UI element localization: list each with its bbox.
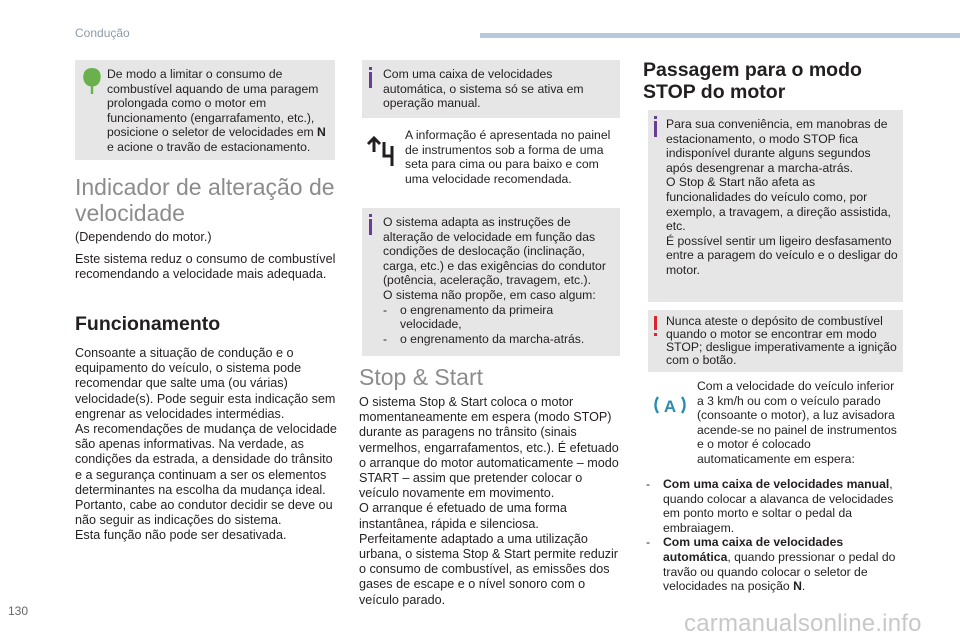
stop-start-text: O sistema Stop & Start coloca o motor momentaneamente em espera (modo STOP) durante as paragens no trânsito (sinais vermelhos, engarrafamentos, etc.). É efetuado o arranque do motor automaticamente – modo START – assim que pretender colocar o veículo novamente em movimento. O arranque é efetuado de uma forma instantânea, rápida e silenciosa. Perfeitamente adaptado a uma utilização urbana, o sistema Stop & Start permite reduzir o consumo de combustível, as emissões dos gases de escape e o nível sonoro com o veículo parado.: [359, 395, 619, 607]
info-adapt-text: [383, 215, 613, 346]
gear-shift-indicator-icon: [364, 134, 404, 168]
eco-tip-text: [107, 67, 329, 155]
header-bar: [480, 33, 960, 38]
info-stop-mode-text: Para sua conveniência, em manobras de estacionamento, o modo STOP fica indisponível durante alguns segundos após desengrenar a marcha-atrás. O Stop & Start não afeta as funcionalidades do veículo como, por exemplo, a travagem, a direção assistida, etc. É possível sentir um ligeiro desfasamento entre a paragem do veículo e o desligar do motor.: [666, 117, 898, 277]
list-item-text: , quando colocar a alavanca de velocidades em ponto morto e soltar o pedal da embraiagem.: [663, 477, 894, 535]
list-item-text: .: [801, 579, 806, 594]
info-icon-3: [654, 121, 657, 137]
list-item: - o engrenamento da primeira velocidade,: [383, 302, 554, 332]
stop-mode-title: Passagem para o modo STOP do motor: [643, 59, 862, 103]
info-automatic-text: Com uma caixa de velocidades automática, o sistema só se ativa em operação manual.: [383, 67, 584, 111]
eco-tip-bold: N: [317, 125, 326, 140]
info-icon-dot: [369, 67, 372, 70]
list-item-bold: Com uma caixa de velocidades manual: [663, 477, 890, 491]
eco-tip-text-end: e acione o travão de estacionamento.: [107, 139, 311, 154]
list-item-bold: Com uma caixa de velocidades automática: [663, 535, 844, 564]
indicator-title: Indicador de alteração de velocidade: [75, 174, 335, 226]
info-icon-dot-3: [654, 116, 657, 119]
indicator-intro: Este sistema reduz o consumo de combustível recomendando a velocidade mais adequada.: [75, 252, 336, 282]
info-icon-2: [369, 219, 372, 235]
warning-text: Nunca ateste o depósito de combustível quando o motor se encontrar em modo STOP; desligue imperativamente a ignição com o botão.: [666, 314, 897, 367]
stop-conditions-list: [646, 477, 898, 594]
watermark: carmanualsonline.info: [684, 610, 922, 637]
auto-stop-text: Com a velocidade do veículo inferior a 3 km/h ou com o veículo parado (consoante o motor), a luz avisadora acende-se no painel de instrumentos e o motor é colocado automaticamente em espera:: [697, 379, 897, 466]
funcionamento-text: Consoante a situação de condução e o equipamento do veículo, o sistema pode recomendar que salte uma (ou várias) velocidade(s). Pode seguir esta indicação sem engrenar as velocidades intermédias. As recomendações de mudança de velocidade são apenas informativas. Na verdade, as condições da estrada, a densidade do trânsito e a segurança continuam a ser os elementos determinantes na escolha da mudança ideal. Portanto, cabe ao condutor decidir se deve ou não seguir as indicações do sistema. Esta função não pode ser desativada.: [75, 346, 337, 543]
info-adapt-paragraph: O sistema adapta as instruções de alteração de velocidade em função das condições de deslocação (inclinação, carga, etc.) e das exigências do condutor (potência, aceleração, travagem, etc.). O sistema não propõe, em caso algum:: [383, 215, 606, 302]
header-section-title: Condução: [75, 26, 130, 40]
page-number: 130: [8, 604, 29, 618]
list-item: - Com uma caixa de velocidades manual, quando colocar a alavanca de velocidades em ponto morto e soltar o pedal da embraiagem.: [646, 477, 894, 535]
list-item-text: , quando pressionar o pedal do travão ou quando colocar o seletor de velocidades na posição: [663, 549, 896, 594]
gear-shift-indicator-text: A informação é apresentada no painel de instrumentos sob a forma de uma seta para cima ou para baixo e com uma velocidade recomendada.: [405, 128, 611, 186]
stop-start-title: Stop & Start: [359, 364, 484, 390]
warning-icon: [654, 316, 657, 330]
eco-tip-text-part: De modo a limitar o consumo de combustível aquando de uma paragem prolongada como o motor em funcionamento (engarrafamento, etc.), posicione o seletor de velocidades em: [107, 67, 319, 140]
list-item-bold: N: [793, 579, 802, 594]
info-icon-dot-2: [369, 214, 372, 217]
list-item: - o engrenamento da marcha-atrás.: [383, 331, 585, 346]
eco-leaf-icon: [80, 66, 104, 96]
auto-stop-warning-light-icon: [652, 392, 688, 418]
funcionamento-title: Funcionamento: [75, 313, 221, 335]
list-item-text: o engrenamento da primeira velocidade,: [400, 302, 554, 332]
svg-text:A: A: [663, 397, 677, 416]
warning-icon-dot: [654, 333, 657, 336]
engine-note: (Dependendo do motor.): [75, 230, 212, 244]
list-item-text: o engrenamento da marcha-atrás.: [400, 331, 585, 346]
list-item: - Com uma caixa de velocidades automática, quando pressionar o pedal do travão ou quando colocar o seletor de velocidades na posição N.: [646, 535, 896, 594]
info-icon: [369, 72, 372, 88]
